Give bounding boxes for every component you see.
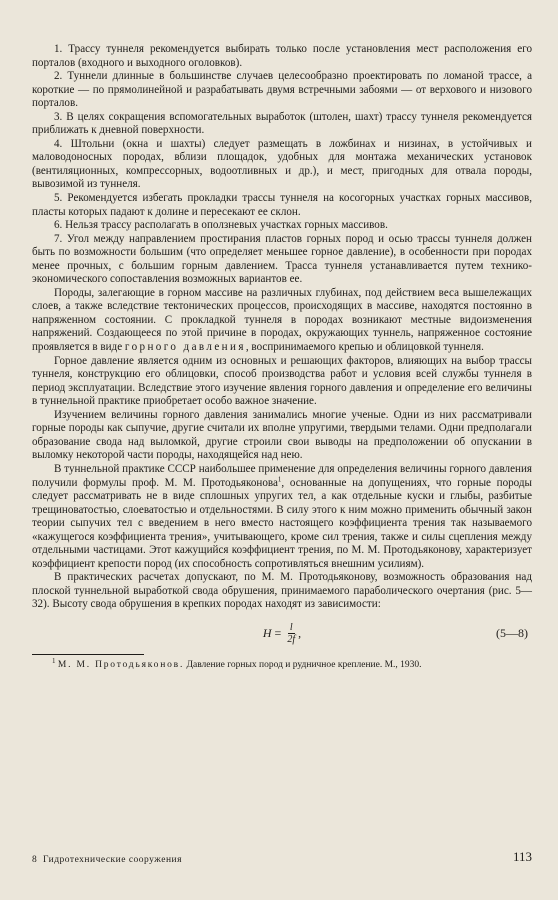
footnote-reference: 1 xyxy=(277,474,282,483)
footnote-divider xyxy=(32,654,144,655)
paragraph-scientists: Изучением величины горного давления занимались многие ученые. Одни из них рассматривали горные породы как сыпучие, другие считали их вполне упругими, твердыми телами. Одни предполагали образование свода над выломкой, другие строили свои выводы на предположении об опускании в выломку некоторой части породы, находящейся над нею. xyxy=(32,408,532,462)
paragraph-practical-calculations: В практических расчетах допускают, по М. М. Протодьяконову, возможность образования над плоской туннельной выработкой свода обрушения, принимаемого параболического очертания (рис. 5—32). Высоту свода обрушения в крепких породах находят из зависимости: xyxy=(32,571,532,611)
formula-fraction xyxy=(287,622,295,645)
formula-5-8 xyxy=(32,616,532,652)
footnote-mark: 1 xyxy=(52,656,56,665)
paragraph-6: 6. Нельзя трассу располагать в оползневых участках горных массивов. xyxy=(54,219,388,232)
paragraph-protodyakonov xyxy=(32,463,532,571)
paragraph-pressure-importance: Горное давление является одним из основных и решающих факторов, влияющих на выбор трассы туннеля, конструкцию его облицовки, способ производства работ и условия всей службы туннеля в период эксплуатации. Вследствие этого изучение явления горного давления и определение его величины в туннельной практике приобретает особо важное значение. xyxy=(32,354,532,408)
page-footer xyxy=(32,843,532,865)
footnote xyxy=(32,656,532,671)
formula-numerator: l xyxy=(289,622,293,634)
rock-pressure-term: горного давления xyxy=(124,341,246,354)
formula-lhs: H xyxy=(262,626,272,641)
paragraph-5: 5. Рекомендуется избегать прокладки трассы туннеля на косогорных участках горных массивов, пласты которых падают к долине и пересекают ее склон. xyxy=(32,192,532,218)
rock-pressure-text: Породы, залегающие в горном массиве на различных глубинах, под действием веса вышележащих слоев, а также вследствие тектонических процессов, происходящих в массиве, находятся постоянно в напряженном состоянии. С прокладкой туннеля в породах возникают местные видоизменения напряжений. Создающееся по этой причине в породах, окружающих туннель, напряженное состояние проявляется в виде xyxy=(32,286,532,354)
paragraph-7: 7. Угол между направлением простирания пластов горных пород и осью трассы туннеля должен быть по возможности большим (что определяет меньшее горное давление), в особенности при породах менее прочных, с большим горным давлением. Трасса туннеля устанавливается путем технико-экономического сопоставления возможных вариантов ее. xyxy=(32,232,532,286)
rock-pressure-text-end: , воспринимаемого крепью и облицовкой туннеля. xyxy=(245,341,484,354)
page-number: 113 xyxy=(512,849,532,864)
protodyakonov-text: В туннельной практике СССР наибольшее применение для определения величины горного давления получили формулы проф. М. М. Протодьяконова xyxy=(32,462,532,489)
protodyakonov-text-end: , основанные на допущениях, что горные породы следует рассматривать не в виде сплошных упругих тел, а как отдельные куски и глыбы, разбитые трещиноватостью, слоеватостью и отдельностями. В силу этого к ним можно применить обычный закон теории сыпучих тел с введением в него вместо настоящего коэффициента трения так называемого «кажущегося коэффициента трения», учитывающего, кроме сил трения, также и силы сцепления между отдельными частицами. Этот кажущийся коэффициент трения, по М. М. Протодьяконову, характеризует коэффициент крепости пород (их способность сопротивляться внешним усилиям). xyxy=(32,476,533,570)
footnote-text: Давление горных пород и рудничное крепление. М., 1930. xyxy=(184,659,422,670)
paragraph-2: 2. Туннели длинные в большинстве случаев целесообразно проектировать по ломаной трассе, а короткие — по прямолинейной и разрабатывать двумя встречными забоями — от верхового и низового порталов. xyxy=(32,70,532,110)
paragraph-rock-pressure xyxy=(32,287,532,355)
formula-comma: , xyxy=(295,626,302,641)
paragraph-4: 4. Штольни (окна и шахты) следует размещать в ложбинах и низинах, в устойчивых и маловодоносных породах, вблизи площадок, удобных для монтажа механических установок (вентиляционных, компрессорных, водоотливных и др.), и мест, пригодных для отвала породы, вывозимой из туннеля. xyxy=(32,137,532,191)
footnote-author: М. М. Протодьяконов. xyxy=(57,659,185,670)
main-text xyxy=(32,43,532,612)
formula-number: (5—8) xyxy=(496,625,528,640)
paragraph-1: 1. Трассу туннеля рекомендуется выбирать только после установления мест расположения его порталов (входного и выходного оголовков). xyxy=(32,43,532,69)
formula-equals: = xyxy=(271,626,285,641)
signature-mark: 8 Гидротехнические сооружения xyxy=(32,855,182,865)
paragraph-3: 3. В целях сокращения вспомогательных выработок (штолен, шахт) трассу туннеля рекомендуется приближать к дневной поверхности. xyxy=(32,110,532,137)
formula-denominator: 2f xyxy=(287,634,296,646)
